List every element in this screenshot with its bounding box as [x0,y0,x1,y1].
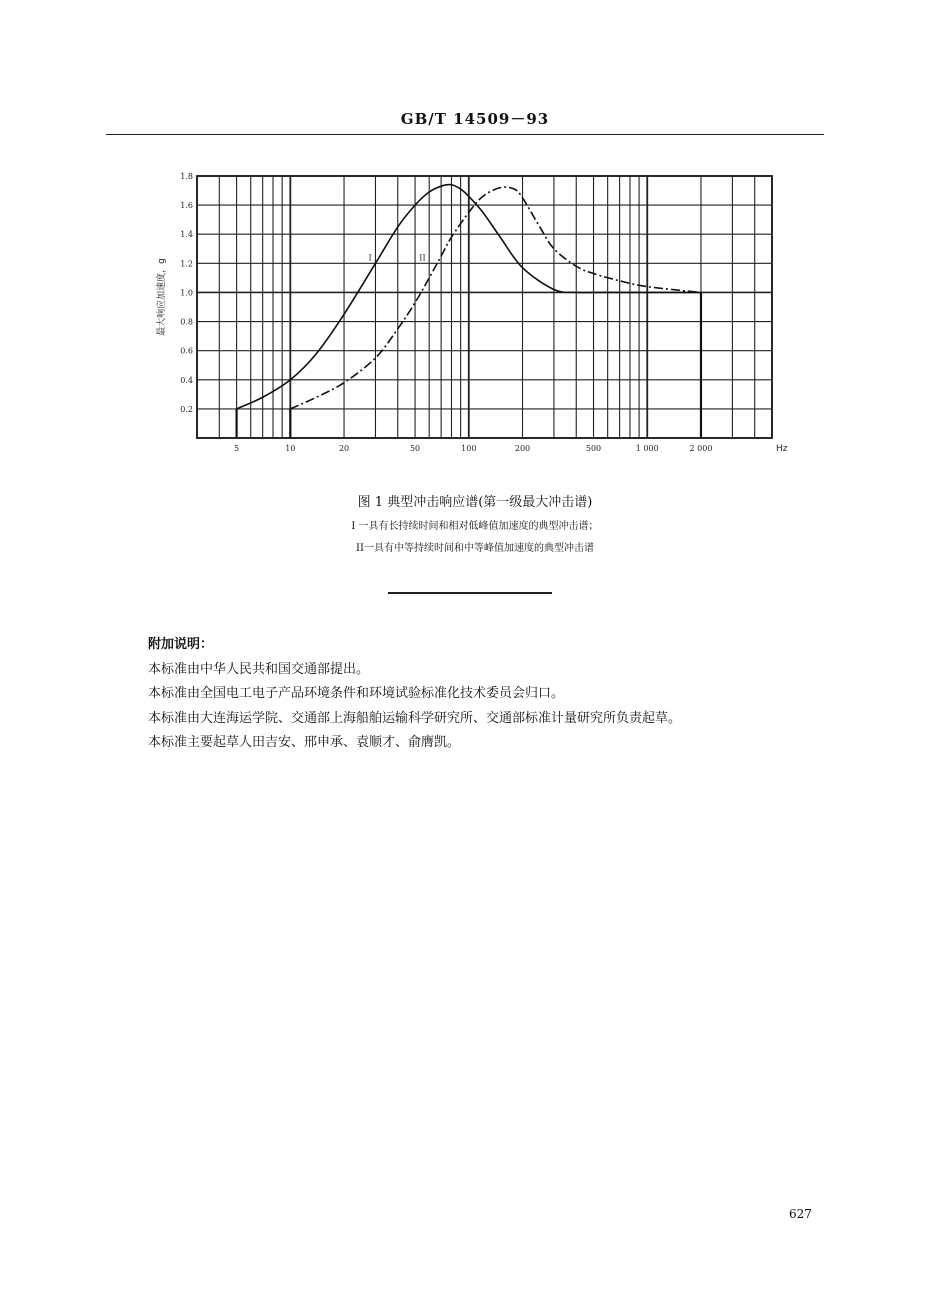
x-tick-label: 50 [409,444,421,453]
standard-header: GB/T 14509－93 [400,110,550,128]
shock-response-chart [150,168,790,468]
x-tick-label: 100 [461,444,477,453]
series-label-ii: II [419,253,426,263]
y-tick-label: 0.8 [180,317,193,327]
x-tick-label: 1 000 [635,444,659,453]
x-tick-label: 500 [585,444,602,453]
figure-note-i: I 一具有长持续时间和相对低峰值加速度的典型冲击谱； [351,521,599,532]
figure-note-ii: II一具有中等持续时间和中等峰值加速度的典型冲击谱 [356,543,594,554]
y-tick-label: 0.2 [180,404,193,414]
y-tick-label: 1.2 [180,259,193,269]
appendix-line: 本标准主要起草人田吉安、邢申承、袁顺才、俞膺凯。 [148,735,461,750]
y-tick-label: 0.6 [180,346,193,356]
appendix-line: 本标准由中华人民共和国交通部提出。 [148,661,370,677]
y-tick-label: 1.4 [180,230,193,240]
x-tick-label: 10 [285,444,296,453]
y-tick-label: 1.6 [180,201,193,211]
x-tick-label: 200 [514,444,531,453]
header-rule [106,134,824,135]
page-number: 627 [789,1207,812,1221]
y-tick-label: 1.8 [180,172,193,181]
x-tick-label: 2 000 [689,444,713,453]
appendix-line: 本标准由全国电工电子产品环境条件和环境试验标准化技术委员会归口。 [148,686,565,701]
x-tick-label: 5 [234,444,240,453]
series-label-i: I [368,253,372,263]
y-tick-label: 1.0 [180,288,193,298]
appendix-heading: 附加说明： [148,637,214,652]
x-tick-label: 20 [338,444,350,453]
section-separator [388,592,552,594]
y-tick-label: 0.4 [180,375,193,385]
figure-caption: 图 1 典型冲击响应谱(第一级最大冲击谱) [357,495,593,510]
appendix-line: 本标准由大连海运学院、交通部上海船舶运输科学研究所、交通部标准计量研究所负责起草。 [148,710,682,726]
y-axis-label: 最大响应加速度，g [157,258,167,336]
x-unit-label: Hz [776,444,788,454]
appendix-section [148,633,681,756]
